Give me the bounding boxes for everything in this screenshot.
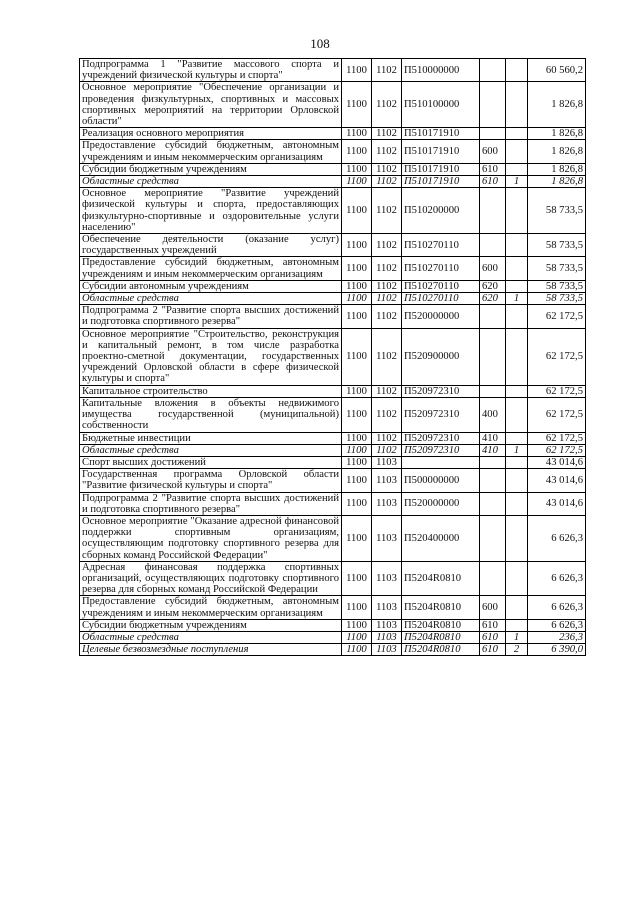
section-code: 1100 bbox=[342, 619, 372, 631]
target-article-code: П5204R0810 bbox=[402, 631, 480, 643]
amount: 1 826,8 bbox=[528, 82, 586, 128]
subsection-code: 1103 bbox=[372, 515, 402, 561]
table-row bbox=[80, 444, 586, 456]
row-name: Спорт высших достижений bbox=[80, 456, 342, 468]
table-row bbox=[80, 82, 586, 128]
amount: 62 172,5 bbox=[528, 432, 586, 444]
subsection-code: 1102 bbox=[372, 140, 402, 163]
target-article-code: П500000000 bbox=[402, 469, 480, 492]
amount: 58 733,5 bbox=[528, 293, 586, 305]
table-row bbox=[80, 305, 586, 328]
funding-source-code: 2 bbox=[506, 644, 528, 656]
section-code: 1100 bbox=[342, 305, 372, 328]
target-article-code: П520000000 bbox=[402, 305, 480, 328]
subsection-code: 1102 bbox=[372, 432, 402, 444]
amount: 43 014,6 bbox=[528, 492, 586, 515]
section-code: 1100 bbox=[342, 257, 372, 280]
table-row bbox=[80, 397, 586, 432]
expense-type-code: 610 bbox=[480, 163, 506, 175]
table-row bbox=[80, 432, 586, 444]
subsection-code: 1102 bbox=[372, 293, 402, 305]
subsection-code: 1103 bbox=[372, 561, 402, 596]
section-code: 1100 bbox=[342, 444, 372, 456]
amount: 6 626,3 bbox=[528, 515, 586, 561]
funding-source-code: 1 bbox=[506, 444, 528, 456]
expense-type-code bbox=[480, 128, 506, 140]
funding-source-code bbox=[506, 397, 528, 432]
subsection-code: 1103 bbox=[372, 619, 402, 631]
expense-type-code: 610 bbox=[480, 176, 506, 188]
row-name: Субсидии автономным учреждениям bbox=[80, 280, 342, 292]
expense-type-code bbox=[480, 328, 506, 385]
section-code: 1100 bbox=[342, 328, 372, 385]
row-name: Областные средства bbox=[80, 176, 342, 188]
row-name: Областные средства bbox=[80, 631, 342, 643]
funding-source-code bbox=[506, 280, 528, 292]
funding-source-code bbox=[506, 305, 528, 328]
section-code: 1100 bbox=[342, 234, 372, 257]
amount: 1 826,8 bbox=[528, 140, 586, 163]
section-code: 1100 bbox=[342, 515, 372, 561]
funding-source-code bbox=[506, 515, 528, 561]
subsection-code: 1102 bbox=[372, 444, 402, 456]
section-code: 1100 bbox=[342, 188, 372, 234]
table-row bbox=[80, 257, 586, 280]
row-name: Адресная финансовая поддержка спортивных организаций, осуществляющих подготовку спортивного резерва для сборных команд Российской Федерации bbox=[80, 561, 342, 596]
subsection-code: 1103 bbox=[372, 644, 402, 656]
table-row bbox=[80, 140, 586, 163]
row-name: Целевые безвозмездные поступления bbox=[80, 644, 342, 656]
target-article-code: П520972310 bbox=[402, 397, 480, 432]
amount: 60 560,2 bbox=[528, 59, 586, 82]
row-name: Подпрограмма 2 "Развитие спорта высших достижений и подготовка спортивного резерва" bbox=[80, 305, 342, 328]
expense-type-code: 410 bbox=[480, 444, 506, 456]
expense-type-code: 620 bbox=[480, 280, 506, 292]
row-name: Основное мероприятие "Обеспечение организации и проведения физкультурных, спортивных и массовых спортивных мероприятий на территории Орловской области" bbox=[80, 82, 342, 128]
expense-type-code bbox=[480, 188, 506, 234]
table-row bbox=[80, 188, 586, 234]
subsection-code: 1102 bbox=[372, 305, 402, 328]
amount: 236,3 bbox=[528, 631, 586, 643]
section-code: 1100 bbox=[342, 631, 372, 643]
section-code: 1100 bbox=[342, 561, 372, 596]
section-code: 1100 bbox=[342, 492, 372, 515]
table-row bbox=[80, 59, 586, 82]
section-code: 1100 bbox=[342, 128, 372, 140]
funding-source-code bbox=[506, 469, 528, 492]
funding-source-code bbox=[506, 234, 528, 257]
row-name: Подпрограмма 2 "Развитие спорта высших достижений и подготовка спортивного резерва" bbox=[80, 492, 342, 515]
amount: 6 626,3 bbox=[528, 596, 586, 619]
amount: 58 733,5 bbox=[528, 257, 586, 280]
expense-type-code: 610 bbox=[480, 631, 506, 643]
expense-type-code bbox=[480, 515, 506, 561]
funding-source-code bbox=[506, 188, 528, 234]
section-code: 1100 bbox=[342, 163, 372, 175]
amount: 58 733,5 bbox=[528, 280, 586, 292]
expense-type-code bbox=[480, 59, 506, 82]
expense-type-code bbox=[480, 385, 506, 397]
expense-type-code: 400 bbox=[480, 397, 506, 432]
subsection-code: 1103 bbox=[372, 631, 402, 643]
target-article-code: П520000000 bbox=[402, 492, 480, 515]
expense-type-code bbox=[480, 82, 506, 128]
amount: 43 014,6 bbox=[528, 469, 586, 492]
section-code: 1100 bbox=[342, 456, 372, 468]
row-name: Обеспечение деятельности (оказание услуг) государственных учреждений bbox=[80, 234, 342, 257]
table-row bbox=[80, 328, 586, 385]
subsection-code: 1102 bbox=[372, 128, 402, 140]
expense-type-code: 410 bbox=[480, 432, 506, 444]
row-name: Предоставление субсидий бюджетным, автономным учреждениям и иным некоммерческим организациям bbox=[80, 257, 342, 280]
page-number: 108 bbox=[310, 36, 330, 51]
amount: 62 172,5 bbox=[528, 397, 586, 432]
subsection-code: 1103 bbox=[372, 456, 402, 468]
row-name: Областные средства bbox=[80, 444, 342, 456]
table-row bbox=[80, 293, 586, 305]
row-name: Субсидии бюджетным учреждениям bbox=[80, 163, 342, 175]
budget-table-body bbox=[80, 59, 586, 656]
budget-table bbox=[79, 58, 586, 656]
subsection-code: 1102 bbox=[372, 385, 402, 397]
section-code: 1100 bbox=[342, 385, 372, 397]
subsection-code: 1102 bbox=[372, 163, 402, 175]
amount: 62 172,5 bbox=[528, 385, 586, 397]
subsection-code: 1102 bbox=[372, 82, 402, 128]
row-name: Капитальное строительство bbox=[80, 385, 342, 397]
funding-source-code: 1 bbox=[506, 293, 528, 305]
row-name: Бюджетные инвестиции bbox=[80, 432, 342, 444]
target-article-code bbox=[402, 456, 480, 468]
row-name: Субсидии бюджетным учреждениям bbox=[80, 619, 342, 631]
section-code: 1100 bbox=[342, 293, 372, 305]
row-name: Реализация основного мероприятия bbox=[80, 128, 342, 140]
section-code: 1100 bbox=[342, 176, 372, 188]
table-row bbox=[80, 515, 586, 561]
funding-source-code bbox=[506, 140, 528, 163]
target-article-code: П520972310 bbox=[402, 385, 480, 397]
expense-type-code: 620 bbox=[480, 293, 506, 305]
funding-source-code bbox=[506, 432, 528, 444]
funding-source-code bbox=[506, 619, 528, 631]
subsection-code: 1102 bbox=[372, 328, 402, 385]
row-name: Государственная программа Орловской области "Развитие физической культуры и спорта" bbox=[80, 469, 342, 492]
row-name: Подпрограмма 1 "Развитие массового спорта и учреждений физической культуры и спорта" bbox=[80, 59, 342, 82]
funding-source-code bbox=[506, 456, 528, 468]
section-code: 1100 bbox=[342, 397, 372, 432]
target-article-code: П520972310 bbox=[402, 444, 480, 456]
funding-source-code bbox=[506, 163, 528, 175]
expense-type-code: 600 bbox=[480, 140, 506, 163]
subsection-code: 1102 bbox=[372, 257, 402, 280]
table-row bbox=[80, 163, 586, 175]
table-row bbox=[80, 561, 586, 596]
amount: 6 626,3 bbox=[528, 619, 586, 631]
target-article-code: П510171910 bbox=[402, 128, 480, 140]
subsection-code: 1103 bbox=[372, 492, 402, 515]
funding-source-code bbox=[506, 128, 528, 140]
amount: 1 826,8 bbox=[528, 128, 586, 140]
target-article-code: П510171910 bbox=[402, 140, 480, 163]
expense-type-code: 600 bbox=[480, 596, 506, 619]
section-code: 1100 bbox=[342, 59, 372, 82]
table-row bbox=[80, 456, 586, 468]
section-code: 1100 bbox=[342, 644, 372, 656]
table-row bbox=[80, 385, 586, 397]
subsection-code: 1102 bbox=[372, 280, 402, 292]
section-code: 1100 bbox=[342, 596, 372, 619]
target-article-code: П5204R0810 bbox=[402, 619, 480, 631]
target-article-code: П510270110 bbox=[402, 293, 480, 305]
funding-source-code bbox=[506, 328, 528, 385]
target-article-code: П520900000 bbox=[402, 328, 480, 385]
expense-type-code bbox=[480, 305, 506, 328]
expense-type-code bbox=[480, 492, 506, 515]
table-row bbox=[80, 469, 586, 492]
table-row bbox=[80, 631, 586, 643]
row-name: Областные средства bbox=[80, 293, 342, 305]
table-row bbox=[80, 596, 586, 619]
amount: 1 826,8 bbox=[528, 163, 586, 175]
subsection-code: 1102 bbox=[372, 59, 402, 82]
section-code: 1100 bbox=[342, 140, 372, 163]
funding-source-code bbox=[506, 561, 528, 596]
amount: 1 826,8 bbox=[528, 176, 586, 188]
target-article-code: П510171910 bbox=[402, 176, 480, 188]
funding-source-code bbox=[506, 492, 528, 515]
target-article-code: П520972310 bbox=[402, 432, 480, 444]
amount: 43 014,6 bbox=[528, 456, 586, 468]
target-article-code: П5204R0810 bbox=[402, 561, 480, 596]
funding-source-code bbox=[506, 59, 528, 82]
row-name: Предоставление субсидий бюджетным, автономным учреждениям и иным некоммерческим организациям bbox=[80, 596, 342, 619]
expense-type-code: 610 bbox=[480, 644, 506, 656]
amount: 58 733,5 bbox=[528, 188, 586, 234]
amount: 6 626,3 bbox=[528, 561, 586, 596]
row-name: Предоставление субсидий бюджетным, автономным учреждениям и иным некоммерческим организациям bbox=[80, 140, 342, 163]
amount: 62 172,5 bbox=[528, 444, 586, 456]
table-row bbox=[80, 619, 586, 631]
target-article-code: П510171910 bbox=[402, 163, 480, 175]
subsection-code: 1102 bbox=[372, 188, 402, 234]
target-article-code: П510100000 bbox=[402, 82, 480, 128]
target-article-code: П510000000 bbox=[402, 59, 480, 82]
amount: 58 733,5 bbox=[528, 234, 586, 257]
target-article-code: П510270110 bbox=[402, 257, 480, 280]
target-article-code: П5204R0810 bbox=[402, 596, 480, 619]
funding-source-code: 1 bbox=[506, 631, 528, 643]
subsection-code: 1102 bbox=[372, 397, 402, 432]
funding-source-code: 1 bbox=[506, 176, 528, 188]
subsection-code: 1102 bbox=[372, 176, 402, 188]
row-name: Основное мероприятие "Строительство, реконструкция и капитальный ремонт, в том числе разработка проектно-сметной документации, государственных учреждений Орловской области в сфере физической культуры и спорта" bbox=[80, 328, 342, 385]
expense-type-code: 600 bbox=[480, 257, 506, 280]
table-row bbox=[80, 492, 586, 515]
target-article-code: П510270110 bbox=[402, 234, 480, 257]
table-row bbox=[80, 176, 586, 188]
row-name: Капитальные вложения в объекты недвижимого имущества государственной (муниципальной) собственности bbox=[80, 397, 342, 432]
funding-source-code bbox=[506, 385, 528, 397]
row-name: Основное мероприятие "Развитие учреждений физической культуры и спорта, предоставляющих физкультурно-спортивные и оздоровительные услуги населению" bbox=[80, 188, 342, 234]
target-article-code: П510200000 bbox=[402, 188, 480, 234]
target-article-code: П510270110 bbox=[402, 280, 480, 292]
subsection-code: 1103 bbox=[372, 469, 402, 492]
table-row bbox=[80, 234, 586, 257]
funding-source-code bbox=[506, 82, 528, 128]
expense-type-code: 610 bbox=[480, 619, 506, 631]
subsection-code: 1102 bbox=[372, 234, 402, 257]
expense-type-code bbox=[480, 234, 506, 257]
amount: 6 390,0 bbox=[528, 644, 586, 656]
expense-type-code bbox=[480, 561, 506, 596]
table-row bbox=[80, 644, 586, 656]
section-code: 1100 bbox=[342, 432, 372, 444]
expense-type-code bbox=[480, 456, 506, 468]
funding-source-code bbox=[506, 257, 528, 280]
table-row bbox=[80, 280, 586, 292]
target-article-code: П5204R0810 bbox=[402, 644, 480, 656]
amount: 62 172,5 bbox=[528, 305, 586, 328]
table-row bbox=[80, 128, 586, 140]
funding-source-code bbox=[506, 596, 528, 619]
section-code: 1100 bbox=[342, 280, 372, 292]
section-code: 1100 bbox=[342, 469, 372, 492]
amount: 62 172,5 bbox=[528, 328, 586, 385]
row-name: Основное мероприятие "Оказание адресной финансовой поддержки спортивным организациям, осуществляющим подготовку спортивного резерва для сборных команд Российской Федерации" bbox=[80, 515, 342, 561]
expense-type-code bbox=[480, 469, 506, 492]
section-code: 1100 bbox=[342, 82, 372, 128]
target-article-code: П520400000 bbox=[402, 515, 480, 561]
subsection-code: 1103 bbox=[372, 596, 402, 619]
